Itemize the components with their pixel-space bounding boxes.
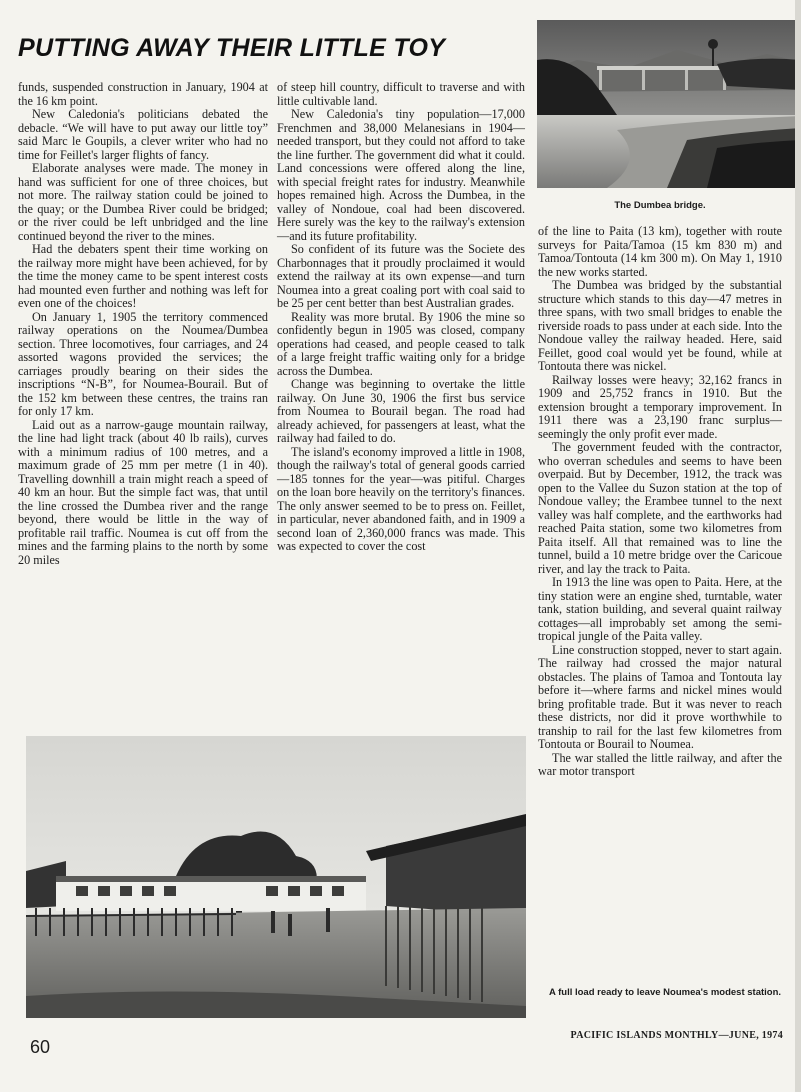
paragraph: of steep hill country, difficult to traverse and with little cultivable land. [277, 80, 525, 108]
paragraph: funds, suspended construction in January, 1904 at the 16 km point. [18, 80, 268, 108]
paragraph: Had the debaters spent their time working on the railway more might have been achieved, for by the time the money came to be spent interest costs had mounted even further and nothing was left for even one of the choices! [18, 242, 268, 310]
paragraph: So confident of its future was the Societe des Charbonnages that it proudly proclaimed it would extend the railway at its own expense—and turn Noumea into a great coaling port with coal said to be 25 per cent better than best Australian grades. [277, 242, 525, 310]
paragraph: Change was beginning to overtake the little railway. On June 30, 1906 the first bus service from Noumea to Bourail began. The road had already achieved, for passengers at least, what the railway had failed to do. [277, 377, 525, 445]
paragraph: In 1913 the line was open to Paita. Here, at the tiny station were an engine shed, turntable, water tank, station building, and several quaint railway cottages—all improbably set among the semi-tropical jungle of the Paita valley. [538, 575, 782, 643]
paragraph: The Dumbea was bridged by the substantial structure which stands to this day—47 metres in three spans, with two small bridges to enable the riverside roads to pass under at each side. Into the Nondoue valley the railway headed. Here, said Feillet, good coal would yet be found, while at Tontouta there was nickel. [538, 278, 782, 373]
text-column-1 [18, 81, 268, 567]
dumbea-bridge-photo [537, 20, 801, 188]
paragraph: Elaborate analyses were made. The money in hand was sufficient for one of three choices, but not more. The railway station could be joined to the quay; or the Dumbea River could be bridged; or the river could be left unbridged and the line continued beyond the river to the mines. [18, 161, 268, 243]
page-edge [795, 0, 801, 1092]
paragraph: of the line to Paita (13 km), together with route surveys for Paita/Tamoa (15 km 830 m) and Tamoa/Tontouta (14 km 300 m). On May 1, 1910 the new works started. [538, 224, 782, 279]
paragraph: Reality was more brutal. By 1906 the mine so confidently begun in 1905 was closed, company operations had ceased, and people ceased to talk of a large freight traffic waiting only for a bridge across the Dumbea. [277, 309, 525, 378]
bridge-photo-caption: The Dumbea bridge. [614, 200, 706, 211]
paragraph: On January 1, 1905 the territory commenced railway operations on the Noumea/Dumbea section. Three locomotives, four carriages, and 24 assorted wagons provided the services; the carriages proudly bearing on their sides the inscriptions “N-B”, for Noumea-Bourail. But of the 152 km between these centres, the trains ran for only 17 km. [18, 309, 268, 418]
text-column-3 [538, 225, 782, 779]
page-number: 60 [30, 1037, 51, 1057]
station-photo-caption: A full load ready to leave Noumea's modest station. [548, 987, 782, 998]
paragraph: New Caledonia's politicians debated the debacle. “We will have to put away our little toy” said Marc le Goupils, a clever writer who had no time for Feillet's larger flights of fancy. [18, 107, 268, 162]
paragraph: Laid out as a narrow-gauge mountain railway, the line had light track (about 40 lb rails), curves with a minimum radius of 100 metres, and a maximum grade of 25 mm per metre (1 in 40). Travelling downhill a train might reach a speed of 40 km an hour. But the simple fact was, that until the line crossed the Dumbea river and the range beyond, there would be little in the way of profitable rail traffic. Noumea is cut off from the mines and the farming plains to the north by some 20 miles [18, 417, 268, 567]
paragraph: New Caledonia's tiny population—17,000 Frenchmen and 38,000 Melanesians in 1904—needed transport, but they could not afford to take the line further. The government did what it could. Land concessions were offered along the line, with special freight rates for industry. Meanwhile hopes remained high. Across the Dumbea, in the valley of Nondoue, coal had been discovered. Here surely was the key to the railway's extension—and its future profitability. [277, 107, 525, 243]
paragraph: Line construction stopped, never to start again. The railway had crossed the major natural obstacles. The plains of Tamoa and Tontouta lay before it—where farms and nickel mines would bring profitable trade. But it was never to reach these districts, nor did it prove worthwhile to tranship to rail for the last few kilometres from Tontouta or Bourail to Noumea. [538, 642, 782, 751]
paragraph: Railway losses were heavy; 32,162 francs in 1909 and 25,752 francs in 1910. But the extension brought a temporary improvement. In 1911 there was a 23,190 franc surplus—seemingly the only profit ever made. [538, 372, 782, 441]
text-column-2 [277, 81, 525, 554]
paragraph: The war stalled the little railway, and after the war motor transport [538, 750, 782, 778]
magazine-footer: PACIFIC ISLANDS MONTHLY—JUNE, 1974 [570, 1030, 783, 1041]
paragraph: The government feuded with the contractor, who overran schedules and seems to have been overpaid. But by December, 1912, the track was open to the Vallee du Suzon station at the top of Nondoue valley; the Erambee tunnel to the next valley was half complete, and the earthworks had reached Paita station, some two kilometres from Paita itself. All that remained was to line the tunnel, build a 10 metre bridge over the Caricoue river, and lay the track to Paita. [538, 440, 782, 576]
paragraph: The island's economy improved a little in 1908, though the railway's total of general goods carried—185 tonnes for the year—was pitiful. Charges on the loan bore heavily on the territory's finances. The only answer seemed to be to press on. Feillet, in particular, never abandoned faith, and in 1909 a second loan of 2,360,000 francs was made. This was expected to cover the cost [277, 444, 525, 553]
article-headline: PUTTING AWAY THEIR LITTLE TOY [18, 34, 446, 62]
noumea-station-photo [26, 736, 526, 1018]
